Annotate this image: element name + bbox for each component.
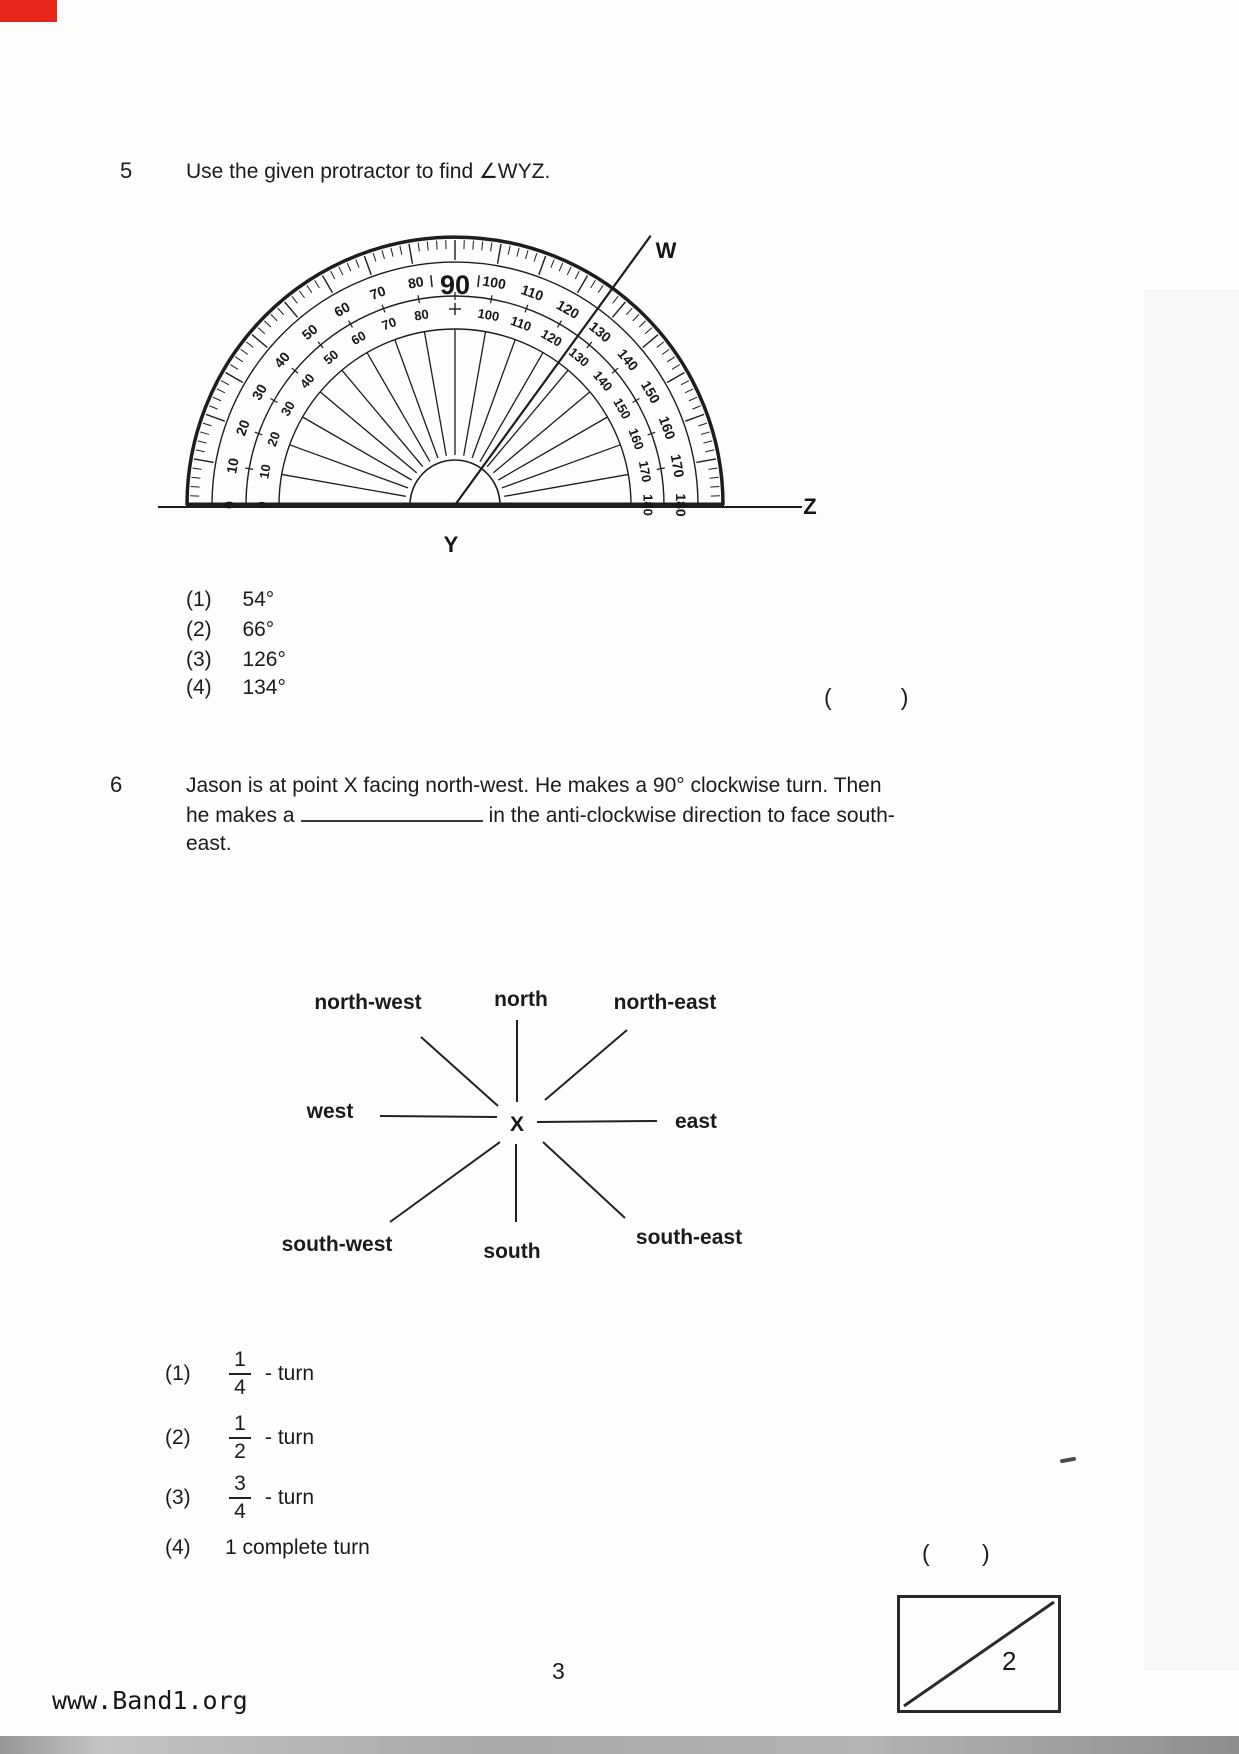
svg-text:170: 170 xyxy=(667,452,688,479)
svg-text:160: 160 xyxy=(655,413,679,442)
q6-line1: Jason is at point X facing north-west. He makes a 90° clockwise turn. Then xyxy=(186,774,882,797)
scan-red-mark xyxy=(0,0,57,22)
svg-text:140: 140 xyxy=(590,367,616,395)
compass-center-x: X xyxy=(509,1113,525,1136)
svg-text:120: 120 xyxy=(553,296,583,323)
svg-text:0: 0 xyxy=(221,501,237,509)
q6-option-1-suffix: - turn xyxy=(265,1362,315,1385)
svg-text:150: 150 xyxy=(610,395,635,422)
fraction-denominator: 4 xyxy=(234,1500,246,1523)
svg-text:70: 70 xyxy=(367,282,388,303)
compass-label-south-west: south-west xyxy=(281,1233,393,1256)
svg-text:10: 10 xyxy=(223,456,242,475)
q6-line3: east. xyxy=(186,832,232,855)
svg-text:170: 170 xyxy=(635,459,655,484)
compass-label-east: east xyxy=(674,1110,718,1133)
fraction-bar xyxy=(229,1437,251,1439)
q6-option-1-fraction xyxy=(225,1348,255,1400)
protractor-geometry xyxy=(158,236,802,517)
compass-label-south-east: south-east xyxy=(635,1226,743,1249)
q5-answer-bracket: ( ) xyxy=(824,684,911,710)
q5-option-1-value: 54° xyxy=(242,588,275,611)
fraction-numerator: 3 xyxy=(234,1472,246,1495)
point-z-label: Z xyxy=(803,494,817,519)
question-5-prompt: Use the given protractor to find ∠WYZ. xyxy=(186,160,551,183)
q6-option-3-suffix: - turn xyxy=(265,1486,315,1509)
marker-box xyxy=(897,1595,1061,1713)
fraction-bar xyxy=(229,1497,251,1499)
q6-fill-blank xyxy=(301,800,483,822)
svg-text:60: 60 xyxy=(348,327,369,348)
q5-option-1 xyxy=(186,588,274,612)
q6-option-3 xyxy=(165,1472,314,1524)
marker-box-number: 2 xyxy=(1002,1646,1017,1676)
q6-option-2-num: (2) xyxy=(165,1426,191,1449)
question-6-number: 6 xyxy=(110,772,123,797)
q6-line2-after: in the anti-clockwise direction to face south- xyxy=(488,804,895,827)
scan-edge-shadow xyxy=(1144,290,1239,1670)
svg-text:110: 110 xyxy=(518,281,546,305)
svg-text:160: 160 xyxy=(625,426,648,452)
q5-option-4-num: (4) xyxy=(186,676,212,699)
svg-text:10: 10 xyxy=(256,463,274,480)
q6-option-4-num: (4) xyxy=(165,1536,191,1559)
compass-label-south: south xyxy=(483,1240,541,1263)
q6-option-2 xyxy=(165,1412,314,1464)
q6-option-4-value: 1 complete turn xyxy=(225,1536,370,1559)
q5-option-2-value: 66° xyxy=(242,618,275,641)
svg-text:110: 110 xyxy=(508,313,534,335)
q5-option-3-num: (3) xyxy=(186,648,212,671)
svg-text:100: 100 xyxy=(476,305,501,325)
svg-text:20: 20 xyxy=(264,429,284,449)
svg-text:80: 80 xyxy=(413,306,430,324)
svg-text:80: 80 xyxy=(406,273,425,292)
point-y-label: Y xyxy=(443,532,459,557)
compass-label-west: west xyxy=(306,1100,354,1123)
q5-option-2-num: (2) xyxy=(186,618,212,641)
q6-option-4 xyxy=(165,1536,370,1560)
svg-text:40: 40 xyxy=(270,348,294,371)
svg-text:120: 120 xyxy=(538,325,565,350)
q6-answer-bracket: ( ) xyxy=(922,1540,992,1566)
marker-box-diagonal xyxy=(900,1598,1058,1710)
svg-text:50: 50 xyxy=(320,346,342,368)
question-6-prompt xyxy=(186,772,946,858)
page-number: 3 xyxy=(552,1658,565,1684)
compass-label-north-east: north-east xyxy=(613,991,717,1014)
svg-text:30: 30 xyxy=(277,398,298,419)
q6-option-1-num: (1) xyxy=(165,1362,191,1385)
svg-text:70: 70 xyxy=(379,314,399,334)
q5-option-3 xyxy=(186,648,286,672)
svg-text:180: 180 xyxy=(673,493,689,517)
q5-option-1-num: (1) xyxy=(186,588,212,611)
fraction-denominator: 2 xyxy=(234,1440,246,1463)
svg-text:50: 50 xyxy=(298,320,321,344)
point-w-label: W xyxy=(655,238,677,263)
question-5-number: 5 xyxy=(120,158,133,183)
q6-option-3-fraction xyxy=(225,1472,255,1524)
q6-option-3-num: (3) xyxy=(165,1486,191,1509)
fraction-numerator: 1 xyxy=(234,1348,246,1371)
svg-text:0: 0 xyxy=(254,501,270,509)
protractor-figure xyxy=(150,222,850,572)
q5-option-2 xyxy=(186,618,274,642)
svg-text:20: 20 xyxy=(232,417,253,438)
watermark-url: www.Band1.org xyxy=(52,1686,248,1715)
q6-line2-before: he makes a xyxy=(186,804,295,827)
svg-text:60: 60 xyxy=(331,298,353,321)
svg-text:130: 130 xyxy=(565,344,593,370)
stray-pen-mark xyxy=(1060,1457,1076,1464)
q6-option-2-suffix: - turn xyxy=(265,1426,315,1449)
svg-text:100: 100 xyxy=(481,272,508,293)
q6-option-1 xyxy=(165,1348,314,1400)
compass-label-north-west: north-west xyxy=(314,991,422,1014)
fraction-denominator: 4 xyxy=(234,1376,246,1399)
svg-text:150: 150 xyxy=(637,377,664,407)
svg-text:180: 180 xyxy=(640,494,656,516)
svg-text:30: 30 xyxy=(248,381,271,403)
fraction-bar xyxy=(229,1373,251,1375)
scan-bottom-strip xyxy=(0,1736,1239,1754)
protractor-90-label: 90 xyxy=(439,270,471,300)
svg-text:130: 130 xyxy=(586,318,615,346)
svg-text:40: 40 xyxy=(296,370,318,392)
q5-option-4-value: 134° xyxy=(242,676,286,699)
svg-text:140: 140 xyxy=(614,345,642,374)
q5-option-3-value: 126° xyxy=(242,648,286,671)
q5-option-4 xyxy=(186,676,286,700)
compass-label-north: north xyxy=(494,988,548,1011)
q6-option-2-fraction xyxy=(225,1412,255,1464)
fraction-numerator: 1 xyxy=(234,1412,246,1435)
